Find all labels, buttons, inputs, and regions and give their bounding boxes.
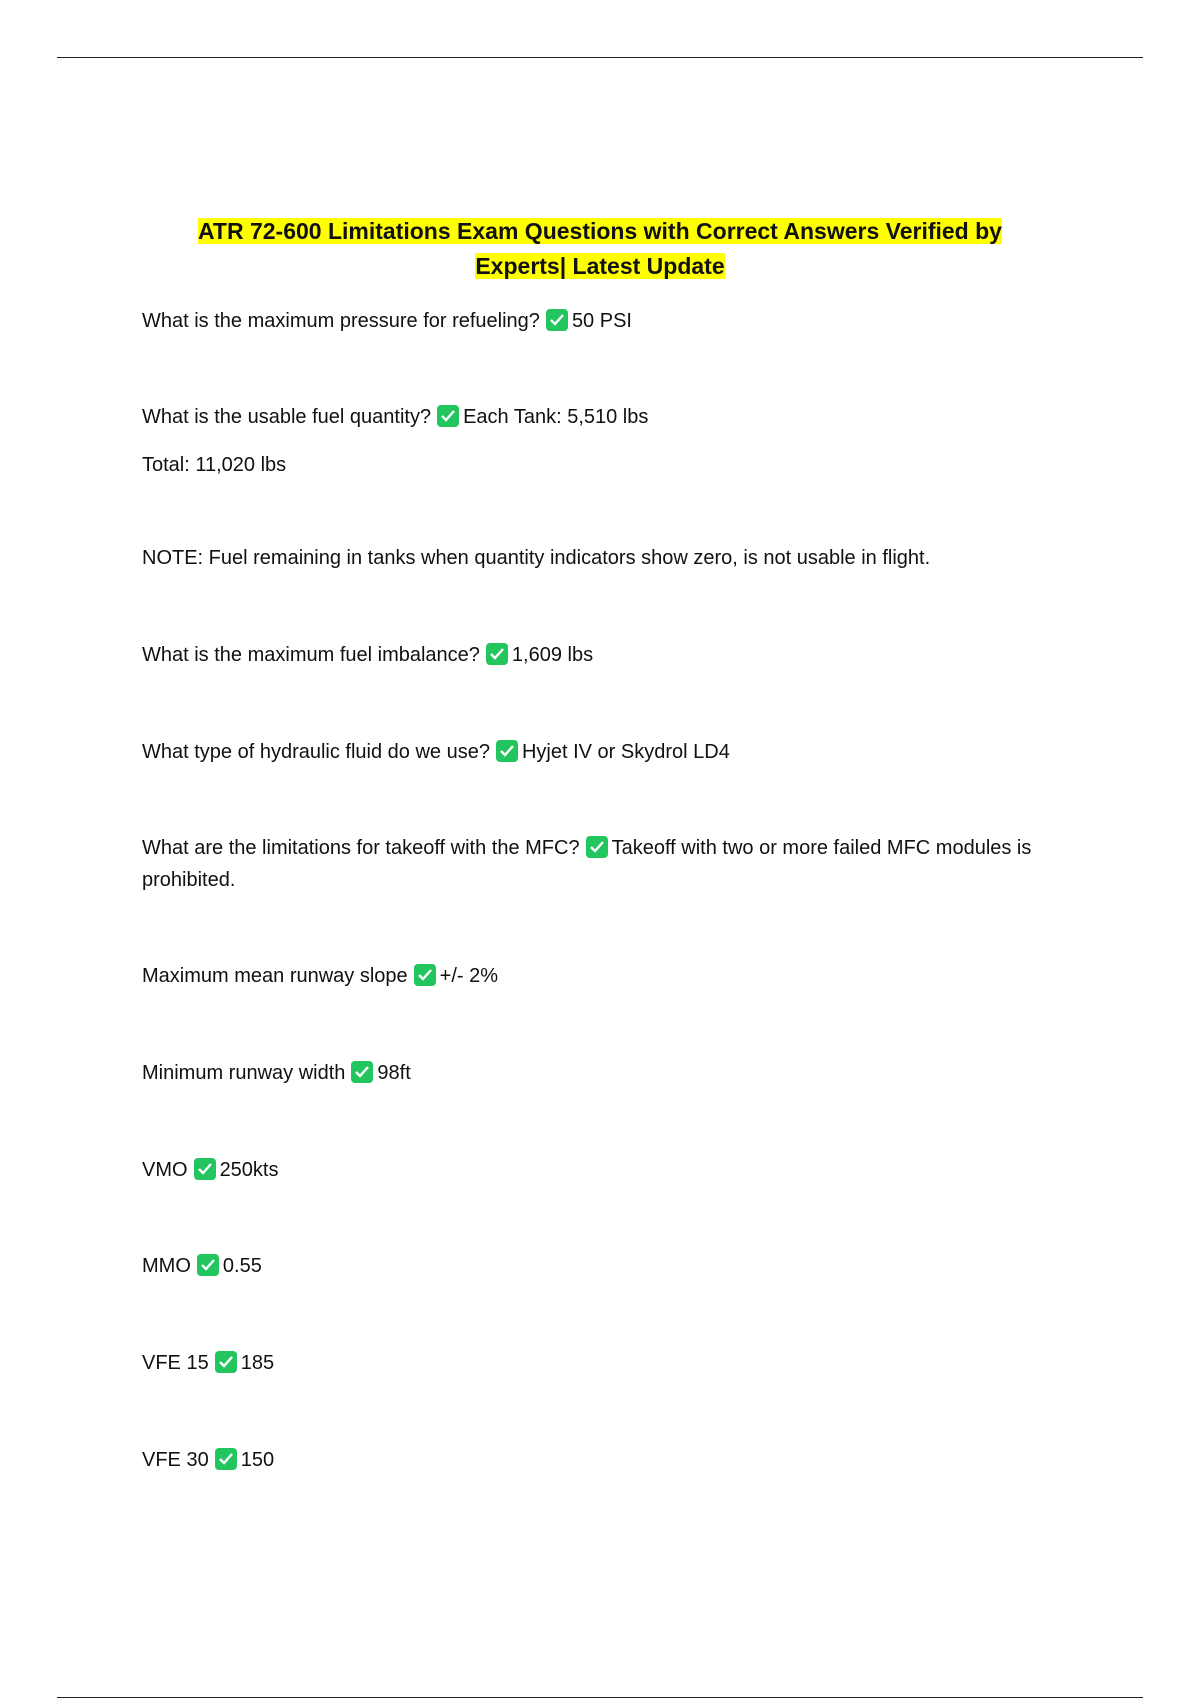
question-text: VMO [142,1159,188,1181]
answer-text: 250kts [219,1159,279,1181]
answer-text: Each Tank: 5,510 lbs [463,406,649,428]
question-text: What type of hydraulic fluid do we use? [142,741,490,763]
check-mark-icon [414,964,436,986]
check-mark-icon [496,740,518,762]
answer-text: 1,609 lbs [511,644,594,666]
answer-text: 98ft [377,1062,411,1084]
qa-item [142,639,593,671]
qa-item [142,1250,262,1282]
qa-item [142,832,1042,896]
qa-item [142,401,648,433]
answer-text: Hyjet IV or Skydrol LD4 [521,741,730,763]
question-text: What are the limitations for takeoff with the MFC? [142,837,580,859]
question-text: VFE 30 [142,1449,209,1471]
bottom-rule [57,1697,1143,1698]
check-mark-icon [546,309,568,331]
top-rule [57,57,1143,58]
check-mark-icon [215,1351,237,1373]
check-mark-icon [197,1254,219,1276]
qa-item [142,960,498,992]
document-title [100,214,1100,284]
question-text: VFE 15 [142,1352,209,1374]
qa-item [142,1347,274,1379]
question-text: What is the usable fuel quantity? [142,406,432,428]
answer-text: 185 [240,1352,275,1374]
check-mark-icon [437,405,459,427]
qa-item [142,1154,279,1186]
question-text: Minimum runway width [142,1062,346,1084]
answer-text: Takeoff with two or more failed MFC modules is prohibited. [142,837,1032,891]
answer-text: +/- 2% [439,965,499,987]
qa-item [142,305,632,337]
title-line-1: ATR 72-600 Limitations Exam Questions with Correct Answers Verified by [198,218,1002,244]
note-text: NOTE: Fuel remaining in tanks when quantity indicators show zero, is not usable in flight. [142,547,931,569]
check-mark-icon [586,836,608,858]
check-mark-icon [194,1158,216,1180]
answer-text: 0.55 [222,1255,262,1277]
question-text: What is the maximum fuel imbalance? [142,644,480,666]
qa-item [142,1057,411,1089]
question-text: MMO [142,1255,191,1277]
qa-item [142,736,730,768]
check-mark-icon [351,1061,373,1083]
question-text: What is the maximum pressure for refueling? [142,310,540,332]
check-mark-icon [215,1448,237,1470]
title-line-2: Experts| Latest Update [475,253,725,279]
answer-continuation: Total: 11,020 lbs [142,454,287,476]
qa-item [142,1444,274,1476]
check-mark-icon [486,643,508,665]
question-text: Maximum mean runway slope [142,965,408,987]
answer-text: 50 PSI [571,310,632,332]
answer-text: 150 [240,1449,275,1471]
